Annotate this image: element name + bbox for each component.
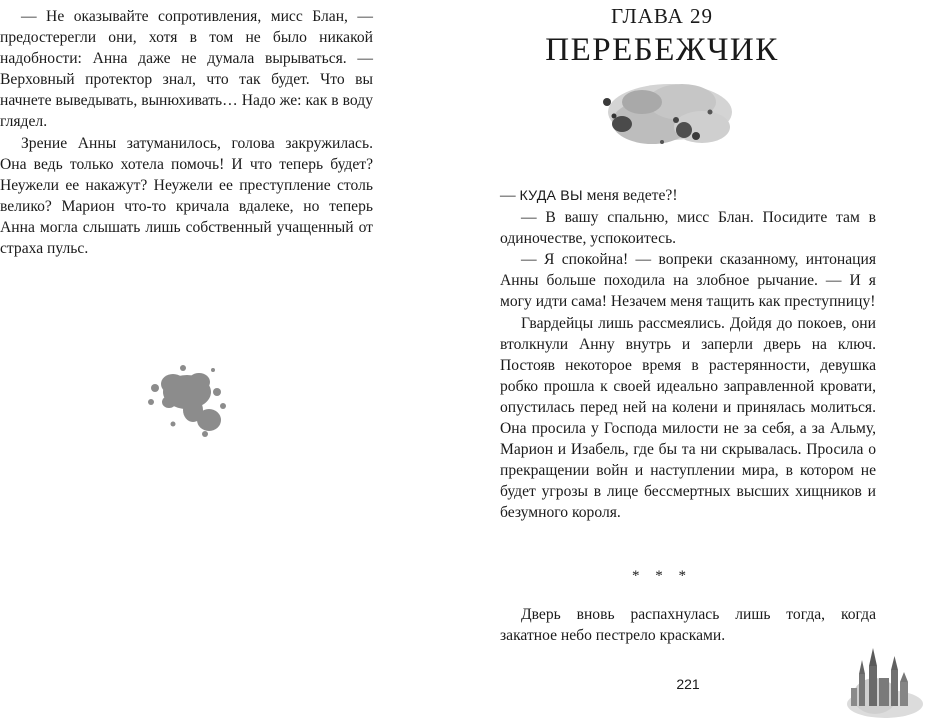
chapter-number: ГЛАВА 29 <box>610 4 714 28</box>
opening-rest: меня ведете?! <box>582 187 678 204</box>
paragraph: Зрение Анны затуманилось, голова закружилась. Она ведь только хотела помочь! И что теперь будет? Неужели ее накажут? Неужели ее преступление столь велико? Марион что-то кричала вдалеке, но теперь Анна могла слышать лишь собственный учащенный от страха пульс. <box>0 134 373 258</box>
paragraph: — В вашу спальню, мисс Блан. Посидите там в одиночестве, успокоитесь. <box>500 209 876 248</box>
right-page-text-after-break <box>500 604 876 646</box>
paragraph: Дверь вновь распахнулась лишь тогда, когда закатное небо пестрело красками. <box>500 606 876 645</box>
ink-splatter-icon <box>143 362 233 442</box>
right-page <box>462 0 925 722</box>
paragraph-first <box>500 185 876 207</box>
right-page-text <box>500 185 876 524</box>
page-number: 221 <box>676 676 700 692</box>
chapter-title: ПЕРЕБЕЖЧИК <box>545 32 779 68</box>
left-page-text <box>0 6 373 259</box>
left-page <box>0 0 462 722</box>
watercolor-ink-blot-icon <box>592 72 742 162</box>
castle-icon <box>845 640 925 720</box>
paragraph: — Я спокойна! — вопреки сказанному, интонация Анны больше походила на злобное рычание. — И я могу идти сама! Незачем меня тащить как преступницу! <box>500 251 876 311</box>
paragraph: Гвардейцы лишь рассмеялись. Дойдя до покоев, они втолкнули Анну внутрь и заперли дверь на ключ. Постояв некоторое время в растерянности, девушка робко прошла к своей идеально заправленной кровати, опустилась перед ней на колени и принялась молиться. Она просила у Господа милости не за себя, а за Альму, Марион и Изабель, где бы та ни скрывалась. Просила о прекращении войн и наступлении мира, в котором не будет угрозы в лице бессмертных высших хищников и безумного короля. <box>500 314 876 522</box>
section-break: * * * <box>632 568 692 584</box>
dialogue-dash: — <box>500 187 520 204</box>
opening-caps: КУДА ВЫ <box>519 188 583 204</box>
paragraph: — Не оказывайте сопротивления, мисс Блан, — предостерегли они, хотя в том не было никакой надобности: Анна даже не думала вырываться. — Верховный протектор знал, что так будет. Что вы начнете выведывать, вынюхивать… Надо же: как в воду глядел. <box>0 8 373 131</box>
